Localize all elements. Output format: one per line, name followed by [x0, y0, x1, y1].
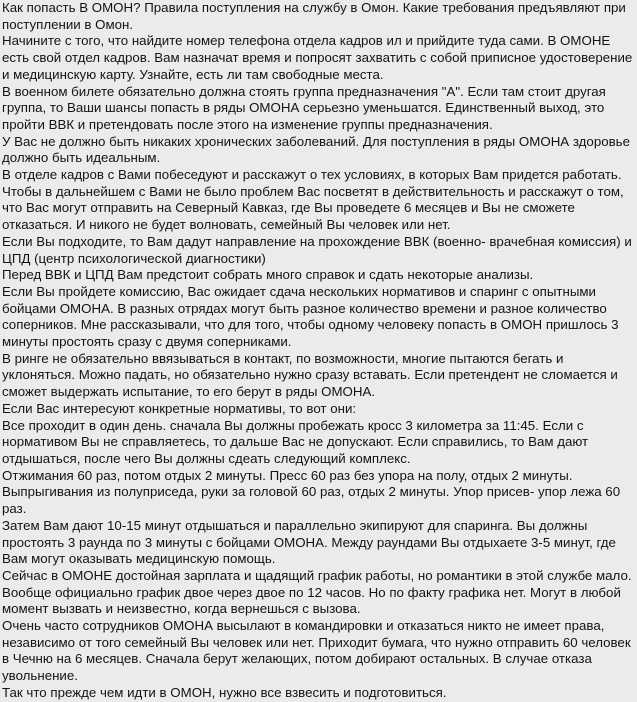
paragraph-exercises: Отжимания 60 раз, потом отдых 2 минуты. Пресс 60 раз без упора на полу, отдых 2 минуты. Выпрыгивания из полуприседа, руки за головой 60 раз, отдых 2 минуты. Упор присев- упор лежа 60 раз.: [2, 467, 621, 517]
paragraph-norms-intro: Если Вас интересуют конкретные нормативы, то вот они:: [2, 400, 357, 416]
paragraph-military-id-group: В военном билете обязательно должна стоять группа предназначения "А". Если там стоит другая группа, то Ваши шансы попасть в ряды ОМОНА серьезно уменьшатся. Единственный выход, это пройти ВВК и претендовать после этого на изменение группы предназначения.: [2, 83, 606, 132]
paragraph-title: Как попасть В ОМОН? Правила поступления на службу в Омон. Какие требования предъявляют при поступлении в Омон.: [2, 0, 626, 32]
paragraph-business-trips: Очень часто сотрудников ОМОНА высылают в командировки и отказаться никто не имеет права, независимо от того семейный Вы человек или нет. Приходит бумага, что нужно отправить 60 человек в Чечню на 6 месяцев. Сначала берут желающих, потом добирают остальных. В случае отказа увольнение.: [2, 618, 631, 684]
paragraph-conclusion: Так что прежде чем идти в ОМОН, нужно все взвесить и подготовиться.: [2, 684, 447, 700]
paragraph-health: У Вас не должно быть никаких хронических заболеваний. Для поступления в ряды ОМОНА здоровье должно быть идеальным.: [2, 133, 630, 166]
paragraph-cross-run: Все проходит в один день. сначала Вы должны пробежать кросс 3 километра за 11:45. Если с нормативом Вы не справляетесь, то дальше Вас не допускают. Если справились, то Вам дают отдышаться, после чего Вы должны сдеать следующий комплекс.: [2, 417, 589, 466]
paragraph-sparring-rounds: Затем Вам дают 10-15 минут отдышаться и параллельно экипируют для спаринга. Вы должны простоять 3 раунда по 3 минуты с бойцами ОМОНА. Между раундами Вы отдыхаете 3-5 минут, где Вам могут оказывать медицинскую помощь.: [2, 517, 616, 567]
paragraph-ring: В ринге не обязательно ввязываться в контакт, по возможности, многие пытаются бегать и уклоняться. Можно падать, но обязательно нужно сразу вставать. Если претендент не сломается и сможет выдержать испытание, то его берут в ряды ОМОНА.: [2, 350, 618, 400]
paragraph-documents: Перед ВВК и ЦПД Вам предстоит собрать много справок и сдать некоторые анализы.: [2, 267, 534, 283]
paragraph-salary-schedule: Сейчас в ОМОНЕ достойная зарплата и щадящий график работы, но романтики в этой службе мало. Вообще официально график двое через двое по 12 часов. Но по факту графика нет. Могут в любой момент вызвать и неизвестно, когда вернешься с вызова.: [2, 567, 632, 617]
paragraph-tests-sparring: Если Вы пройдете комиссию, Вас ожидает сдача нескольких нормативов и спаринг с опытными бойцами ОМОНА. В разных отрядах могут быть разное количество времени и разное количество соперников. Мне рассказывали, что для того, чтобы одному человеку попасть в ОМОН пришлось 3 минуты простоять сразу с двумя соперниками.: [2, 283, 619, 350]
paragraph-vvk-referral: Если Вы подходите, то Вам дадут направление на прохождение ВВК (военно- врачебная комиссия) и ЦПД (центр психологической диагностики): [2, 233, 632, 266]
paragraph-personnel-department: Начините с того, что найдите номер телефона отдела кадров ил и прийдите туда сами. В ОМОНЕ есть свой отдел кадров. Вам назначат время и попросят захватить с собой приписное удостоверение и медицинскую карту. Узнайте, есть ли там свободные места.: [2, 33, 633, 82]
paragraph-interview: В отделе кадров с Вами побеседуют и расскажут о тех условиях, в которых Вам придется работать. Чтобы в дальнейшем с Вами не было проблем Вас посветят в действительность и расскажут о том, что Вас могут отправить на Северный Кавказ, где Вы проведете 6 месяцев и Вы не сможете отказаться. И никого не будет волновать, семейный Вы человек или нет.: [2, 167, 624, 233]
